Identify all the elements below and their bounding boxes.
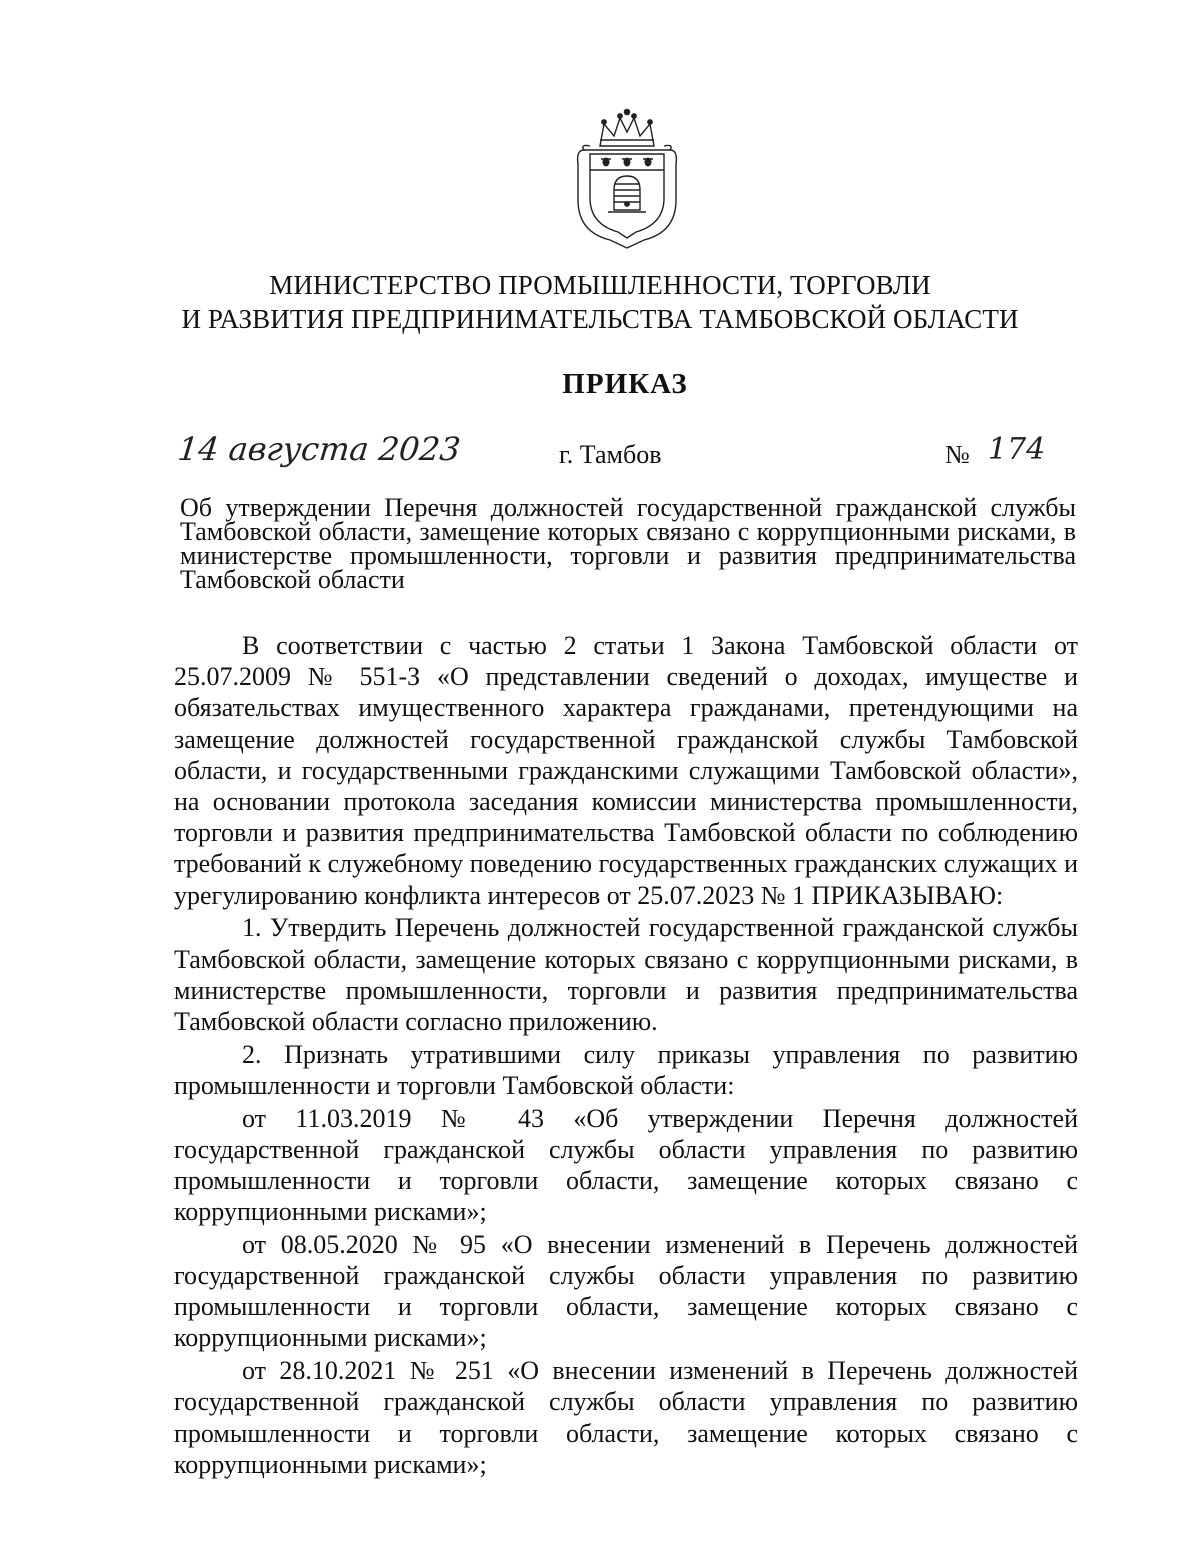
document-subject: Об утверждении Перечня должностей государственной гражданской службы Тамбовской области, замещение которых связано с коррупционными рисками, в министерстве промышленности, торговли и развития предпринимательства Тамбовской области: [180, 493, 1076, 594]
handwritten-date: 14 августа 2023: [176, 430, 463, 468]
repealed-order-paragraph: от 28.10.2021 № 251 «О внесении изменений в Перечень должностей государственной гражданской службы области управления по развитию промышленности и торговли области, замещение которых связано с коррупционными рисками»;: [174, 1356, 1078, 1479]
document-body: [174, 630, 1078, 1480]
repealed-order-paragraph: от 08.05.2020 № 95 «О внесении изменений в Перечень должностей государственной гражданской службы области управления по развитию промышленности и торговли области, замещение которых связано с коррупционными рисками»;: [174, 1229, 1078, 1353]
handwritten-number: 174: [988, 432, 1046, 467]
organization-line-2: И РАЗВИТИЯ ПРЕДПРИНИМАТЕЛЬСТВА ТАМБОВСКОЙ ОБЛАСТИ: [181, 304, 1019, 334]
city-label: г. Тамбов: [559, 440, 662, 469]
organization-line-1: МИНИСТЕРСТВО ПРОМЫШЛЕННОСТИ, ТОРГОВЛИ: [269, 270, 931, 300]
tambov-coat-of-arms-icon: [570, 104, 684, 252]
organization-name: [0, 268, 1200, 336]
repealed-order-paragraph: от 11.03.2019 № 43 «Об утверждении Перечня должностей государственной гражданской службы области управления по развитию промышленности и торговли области, замещение которых связано с коррупционными рисками»;: [174, 1103, 1078, 1227]
item-1-paragraph: 1. Утвердить Перечень должностей государственной гражданской службы Тамбовской области, замещение которых связано с коррупционными рисками, в министерстве промышленности, торговли и развития предпринимательства Тамбовской области согласно приложению.: [174, 913, 1078, 1036]
document-type-title: ПРИКАЗ: [562, 368, 688, 400]
item-2-paragraph: 2. Признать утратившими силу приказы управления по развитию промышленности и торговли Тамбовской области:: [174, 1039, 1078, 1100]
number-label: №: [945, 440, 970, 469]
preamble-paragraph: В соответствии с частью 2 статьи 1 Закона Тамбовской области от 25.07.2009 № 551-З «О представлении сведений о доходах, имуществе и обязательствах имущественного характера гражданами, претендующими на замещение должностей государственной гражданской службы Тамбовской области, и государственными гражданскими служащими Тамбовской области», на основании протокола заседания комиссии министерства промышленности, торговли и развития предпринимательства Тамбовской области по соблюдению требований к служебному поведению государственных гражданских служащих и урегулированию конфликта интересов от 25.07.2023 № 1 ПРИКАЗЫВАЮ:: [174, 631, 1078, 910]
